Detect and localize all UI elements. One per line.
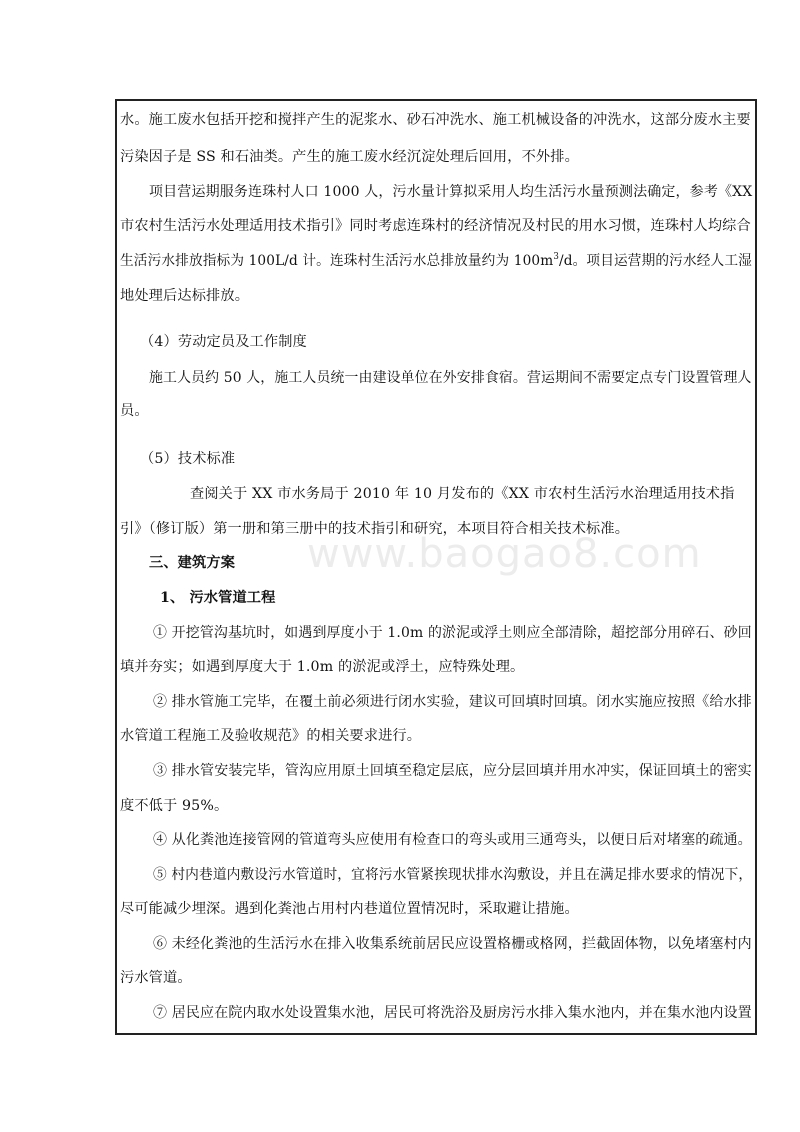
text-line: 项目营运期服务连珠村人口 1000 人，污水量计算拟采用人均生活污水量预测法确定，参考《XX [149,184,753,200]
subsection-heading: 1、 污水管道工程 [160,590,276,606]
text-line: 填并夯实；如遇到厚度大于 1.0m 的淤泥或浮土，应特殊处理。 [120,659,525,675]
chapter-heading: 三、建筑方案 [149,555,236,571]
text-line: 污染因子是 SS 和石油类。产生的施工废水经沉淀处理后回用，不外排。 [120,149,579,165]
text-line: 水管道工程施工及验收规范》的相关要求进行。 [120,728,422,744]
text-line: 污水管道。 [120,970,192,986]
superscript: 3 [553,252,559,262]
list-item: ③ 排水管安装完毕，管沟应用原土回填至稳定层底，应分层回填并用水冲实，保证回填土的密实 [153,763,752,779]
text-line [120,251,752,271]
text-line: 水。施工废水包括开挖和搅拌产生的泥浆水、砂石冲洗水、施工机械设备的冲洗水，这部分废水主要 [120,112,751,128]
text-part: 生活污水排放指标为 100L/d 计。连珠村生活污水总排放量约为 100m [120,253,554,269]
list-item: ⑥ 未经化粪池的生活污水在排入收集系统前居民应设置格栅或格网，拦截固体物，以免堵塞村内 [153,936,752,952]
text-line: 员。 [120,403,149,419]
text-line: 施工人员约 50 人，施工人员统一由建设单位在外安排食宿。营运期间不需要定点专门设置管理人 [149,370,752,386]
list-item: ⑦ 居民应在院内取水处设置集水池，居民可将洗浴及厨房污水排入集水池内，并在集水池内设置 [153,1005,752,1021]
text-line: 度不低于 95%。 [120,798,229,814]
list-item: ④ 从化粪池连接管网的管道弯头应使用有检查口的弯头或用三通弯头，以便日后对堵塞的疏通。 [153,832,752,848]
text-line: 查阅关于 XX 市水务局于 2010 年 10 月发布的《XX 市农村生活污水治理适用技术指 [190,486,735,502]
text-line: 尽可能减少埋深。遇到化粪池占用村内巷道位置情况时，采取避让措施。 [120,901,579,917]
list-item: ② 排水管施工完毕，在覆土前必须进行闭水实验，建议可回填时回填。闭水实施应按照《给水排 [153,694,752,710]
section-heading-5: （5）技术标准 [140,451,236,467]
watermark: www.baogao8.com [307,531,702,577]
section-heading-4: （4）劳动定员及工作制度 [140,334,307,350]
text-line: 地处理后达标排放。 [120,288,250,304]
text-line: 市农村生活污水处理适用技术指引》同时考虑连珠村的经济情况及村民的用水习惯，连珠村人均综合 [120,218,751,234]
list-item: ⑤ 村内巷道内敷设污水管道时，宜将污水管紧挨现状排水沟敷设，并且在满足排水要求的情况下， [153,867,753,883]
text-part: /d。项目运营期的污水经人工湿 [558,253,752,269]
text-line: 引》（修订版）第一册和第三册中的技术指引和研究，本项目符合相关技术标准。 [120,521,630,537]
list-item: ① 开挖管沟基坑时，如遇到厚度小于 1.0m 的淤泥或浮土则应全部清除，超挖部分用碎石、砂回 [153,625,752,641]
